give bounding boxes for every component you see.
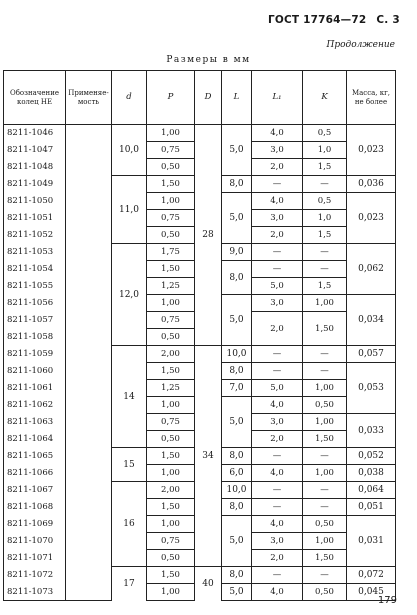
ring-designation: 8211-1050 bbox=[4, 193, 66, 210]
p-cell: 0,75 bbox=[147, 312, 195, 329]
k-cell: — bbox=[303, 499, 347, 516]
applicability-cell bbox=[66, 295, 112, 312]
p-cell: 1,00 bbox=[147, 295, 195, 312]
l1-cell: 2,0 bbox=[252, 431, 303, 448]
col-designation: Обозначение колец НЕ bbox=[4, 71, 66, 125]
l-cell: 5,0 bbox=[222, 516, 252, 567]
l1-cell: 3,0 bbox=[252, 414, 303, 431]
ring-designation: 8211-1053 bbox=[4, 244, 66, 261]
ring-designation: 8211-1065 bbox=[4, 448, 66, 465]
ring-designation: 8211-1052 bbox=[4, 227, 66, 244]
k-cell: — bbox=[303, 448, 347, 465]
col-outer-d: D bbox=[195, 71, 222, 125]
p-cell: 2,00 bbox=[147, 346, 195, 363]
p-cell: 1,00 bbox=[147, 397, 195, 414]
outer-d-cell: 40 bbox=[195, 567, 222, 601]
ring-designation: 8211-1069 bbox=[4, 516, 66, 533]
page-number: 179 bbox=[377, 595, 397, 606]
k-cell: 1,00 bbox=[303, 295, 347, 312]
table-row bbox=[4, 346, 396, 363]
applicability-cell bbox=[66, 414, 112, 431]
applicability-cell bbox=[66, 329, 112, 346]
p-cell: 1,00 bbox=[147, 125, 195, 142]
k-cell: — bbox=[303, 363, 347, 380]
applicability-cell bbox=[66, 499, 112, 516]
applicability-cell bbox=[66, 465, 112, 482]
applicability-cell bbox=[66, 312, 112, 329]
l-cell: 7,0 bbox=[222, 380, 252, 397]
k-cell: 1,50 bbox=[303, 312, 347, 346]
l1-cell: 2,0 bbox=[252, 227, 303, 244]
mass-cell: 0,062 bbox=[347, 244, 396, 295]
p-cell: 1,50 bbox=[147, 567, 195, 584]
p-cell: 0,50 bbox=[147, 159, 195, 176]
p-cell: 0,75 bbox=[147, 142, 195, 159]
l-cell: 8,0 bbox=[222, 261, 252, 295]
l1-cell: 4,0 bbox=[252, 465, 303, 482]
p-cell: 0,50 bbox=[147, 431, 195, 448]
l1-cell: 2,0 bbox=[252, 550, 303, 567]
dimensions-table bbox=[3, 70, 396, 601]
page-label: С. 3 bbox=[376, 14, 400, 26]
applicability-cell bbox=[66, 125, 112, 142]
p-cell: 2,00 bbox=[147, 482, 195, 499]
col-l1: L₁ bbox=[252, 71, 303, 125]
mass-cell: 0,051 bbox=[347, 499, 396, 516]
applicability-cell bbox=[66, 278, 112, 295]
l-cell: 8,0 bbox=[222, 499, 252, 516]
mass-cell: 0,057 bbox=[347, 346, 396, 363]
p-cell: 0,50 bbox=[147, 329, 195, 346]
l1-cell: — bbox=[252, 261, 303, 278]
ring-designation: 8211-1071 bbox=[4, 550, 66, 567]
l1-cell: — bbox=[252, 482, 303, 499]
l1-cell: — bbox=[252, 499, 303, 516]
k-cell: 0,5 bbox=[303, 193, 347, 210]
ring-designation: 8211-1062 bbox=[4, 397, 66, 414]
k-cell: — bbox=[303, 261, 347, 278]
l-cell: 8,0 bbox=[222, 176, 252, 193]
mass-cell: 0,045 bbox=[347, 584, 396, 601]
mass-cell: 0,033 bbox=[347, 414, 396, 448]
ring-designation: 8211-1064 bbox=[4, 431, 66, 448]
d-cell: 12,0 bbox=[112, 244, 147, 346]
l1-cell: 5,0 bbox=[252, 278, 303, 295]
applicability-cell bbox=[66, 346, 112, 363]
ring-designation: 8211-1046 bbox=[4, 125, 66, 142]
applicability-cell bbox=[66, 159, 112, 176]
ring-designation: 8211-1072 bbox=[4, 567, 66, 584]
p-cell: 1,50 bbox=[147, 448, 195, 465]
mass-cell: 0,023 bbox=[347, 193, 396, 244]
applicability-cell bbox=[66, 142, 112, 159]
l-cell: 6,0 bbox=[222, 465, 252, 482]
l-cell: 5,0 bbox=[222, 397, 252, 448]
p-cell: 1,75 bbox=[147, 244, 195, 261]
ring-designation: 8211-1054 bbox=[4, 261, 66, 278]
applicability-cell bbox=[66, 482, 112, 499]
p-cell: 0,50 bbox=[147, 550, 195, 567]
standard-number: ГОСТ 17764—72 bbox=[268, 14, 367, 26]
p-cell: 1,00 bbox=[147, 516, 195, 533]
d-cell: 14 bbox=[112, 346, 147, 448]
ring-designation: 8211-1056 bbox=[4, 295, 66, 312]
applicability-cell bbox=[66, 584, 112, 601]
applicability-cell bbox=[66, 516, 112, 533]
k-cell: 1,50 bbox=[303, 550, 347, 567]
l-cell: 5,0 bbox=[222, 584, 252, 601]
d-cell: 11,0 bbox=[112, 176, 147, 244]
l-cell: 8,0 bbox=[222, 567, 252, 584]
l-cell: 9,0 bbox=[222, 244, 252, 261]
k-cell: 1,5 bbox=[303, 159, 347, 176]
ring-designation: 8211-1070 bbox=[4, 533, 66, 550]
p-cell: 1,25 bbox=[147, 278, 195, 295]
l1-cell: — bbox=[252, 363, 303, 380]
applicability-cell bbox=[66, 567, 112, 584]
l1-cell: 5,0 bbox=[252, 380, 303, 397]
ring-designation: 8211-1055 bbox=[4, 278, 66, 295]
p-cell: 1,50 bbox=[147, 363, 195, 380]
col-applicability: Применяе-мость bbox=[66, 71, 112, 125]
ring-designation: 8211-1048 bbox=[4, 159, 66, 176]
l1-cell: 4,0 bbox=[252, 397, 303, 414]
p-cell: 0,75 bbox=[147, 210, 195, 227]
k-cell: 0,50 bbox=[303, 516, 347, 533]
applicability-cell bbox=[66, 550, 112, 567]
k-cell: 1,5 bbox=[303, 227, 347, 244]
l1-cell: — bbox=[252, 244, 303, 261]
k-cell: 1,0 bbox=[303, 210, 347, 227]
p-cell: 1,25 bbox=[147, 380, 195, 397]
continuation-label: Продолжение bbox=[326, 40, 395, 50]
mass-cell: 0,034 bbox=[347, 295, 396, 346]
col-mass: Масса, кг, не более bbox=[347, 71, 396, 125]
l1-cell: — bbox=[252, 448, 303, 465]
p-cell: 0,50 bbox=[147, 227, 195, 244]
col-l: L bbox=[222, 71, 252, 125]
applicability-cell bbox=[66, 363, 112, 380]
col-p: P bbox=[147, 71, 195, 125]
mass-cell: 0,036 bbox=[347, 176, 396, 193]
mass-cell: 0,031 bbox=[347, 516, 396, 567]
mass-cell: 0,072 bbox=[347, 567, 396, 584]
applicability-cell bbox=[66, 448, 112, 465]
p-cell: 1,50 bbox=[147, 176, 195, 193]
d-cell: 10,0 bbox=[112, 125, 147, 176]
mass-cell: 0,052 bbox=[347, 448, 396, 465]
l1-cell: 3,0 bbox=[252, 295, 303, 312]
l1-cell: — bbox=[252, 567, 303, 584]
ring-designation: 8211-1060 bbox=[4, 363, 66, 380]
header-row bbox=[4, 71, 396, 125]
l1-cell: 4,0 bbox=[252, 516, 303, 533]
ring-designation: 8211-1073 bbox=[4, 584, 66, 601]
applicability-cell bbox=[66, 210, 112, 227]
outer-d-cell: 28 bbox=[195, 125, 222, 346]
k-cell: 1,0 bbox=[303, 142, 347, 159]
k-cell: 1,00 bbox=[303, 533, 347, 550]
p-cell: 1,50 bbox=[147, 499, 195, 516]
applicability-cell bbox=[66, 176, 112, 193]
l1-cell: 4,0 bbox=[252, 193, 303, 210]
p-cell: 1,50 bbox=[147, 261, 195, 278]
k-cell: 1,00 bbox=[303, 414, 347, 431]
mass-cell: 0,064 bbox=[347, 482, 396, 499]
outer-d-cell: 34 bbox=[195, 346, 222, 567]
l-cell: 8,0 bbox=[222, 363, 252, 380]
d-cell: 16 bbox=[112, 482, 147, 567]
l1-cell: 4,0 bbox=[252, 125, 303, 142]
applicability-cell bbox=[66, 533, 112, 550]
k-cell: 0,5 bbox=[303, 125, 347, 142]
l-cell: 5,0 bbox=[222, 295, 252, 346]
mass-cell: 0,023 bbox=[347, 125, 396, 176]
l1-cell: 2,0 bbox=[252, 159, 303, 176]
applicability-cell bbox=[66, 227, 112, 244]
document-header bbox=[268, 14, 400, 26]
p-cell: 1,00 bbox=[147, 465, 195, 482]
l1-cell: 3,0 bbox=[252, 533, 303, 550]
l1-cell: — bbox=[252, 176, 303, 193]
l1-cell: — bbox=[252, 346, 303, 363]
ring-designation: 8211-1049 bbox=[4, 176, 66, 193]
ring-designation: 8211-1061 bbox=[4, 380, 66, 397]
table-row bbox=[4, 567, 396, 584]
k-cell: 1,5 bbox=[303, 278, 347, 295]
l-cell: 10,0 bbox=[222, 346, 252, 363]
p-cell: 0,75 bbox=[147, 533, 195, 550]
ring-designation: 8211-1051 bbox=[4, 210, 66, 227]
l1-cell: 4,0 bbox=[252, 584, 303, 601]
d-cell: 15 bbox=[112, 448, 147, 482]
ring-designation: 8211-1066 bbox=[4, 465, 66, 482]
table-row bbox=[4, 125, 396, 142]
k-cell: — bbox=[303, 176, 347, 193]
l1-cell: 3,0 bbox=[252, 142, 303, 159]
ring-designation: 8211-1067 bbox=[4, 482, 66, 499]
l1-cell: 3,0 bbox=[252, 210, 303, 227]
k-cell: 1,50 bbox=[303, 431, 347, 448]
applicability-cell bbox=[66, 380, 112, 397]
applicability-cell bbox=[66, 261, 112, 278]
ring-designation: 8211-1058 bbox=[4, 329, 66, 346]
l-cell: 5,0 bbox=[222, 125, 252, 176]
k-cell: — bbox=[303, 482, 347, 499]
ring-designation: 8211-1059 bbox=[4, 346, 66, 363]
mass-cell: 0,038 bbox=[347, 465, 396, 482]
ring-designation: 8211-1068 bbox=[4, 499, 66, 516]
applicability-cell bbox=[66, 397, 112, 414]
k-cell: 0,50 bbox=[303, 584, 347, 601]
ring-designation: 8211-1047 bbox=[4, 142, 66, 159]
applicability-cell bbox=[66, 193, 112, 210]
l1-cell: 2,0 bbox=[252, 312, 303, 346]
ring-designation: 8211-1057 bbox=[4, 312, 66, 329]
k-cell: 1,00 bbox=[303, 465, 347, 482]
applicability-cell bbox=[66, 431, 112, 448]
k-cell: — bbox=[303, 346, 347, 363]
mass-cell: 0,053 bbox=[347, 363, 396, 414]
l-cell: 10,0 bbox=[222, 482, 252, 499]
l-cell: 5,0 bbox=[222, 193, 252, 244]
applicability-cell bbox=[66, 244, 112, 261]
k-cell: — bbox=[303, 244, 347, 261]
l-cell: 8,0 bbox=[222, 448, 252, 465]
k-cell: — bbox=[303, 567, 347, 584]
col-d: d bbox=[112, 71, 147, 125]
ring-designation: 8211-1063 bbox=[4, 414, 66, 431]
col-k: K bbox=[303, 71, 347, 125]
table-caption: Размеры в мм bbox=[166, 55, 251, 65]
d-cell: 17 bbox=[112, 567, 147, 601]
p-cell: 1,00 bbox=[147, 584, 195, 601]
p-cell: 0,75 bbox=[147, 414, 195, 431]
k-cell: 1,00 bbox=[303, 380, 347, 397]
p-cell: 1,00 bbox=[147, 193, 195, 210]
k-cell: 0,50 bbox=[303, 397, 347, 414]
